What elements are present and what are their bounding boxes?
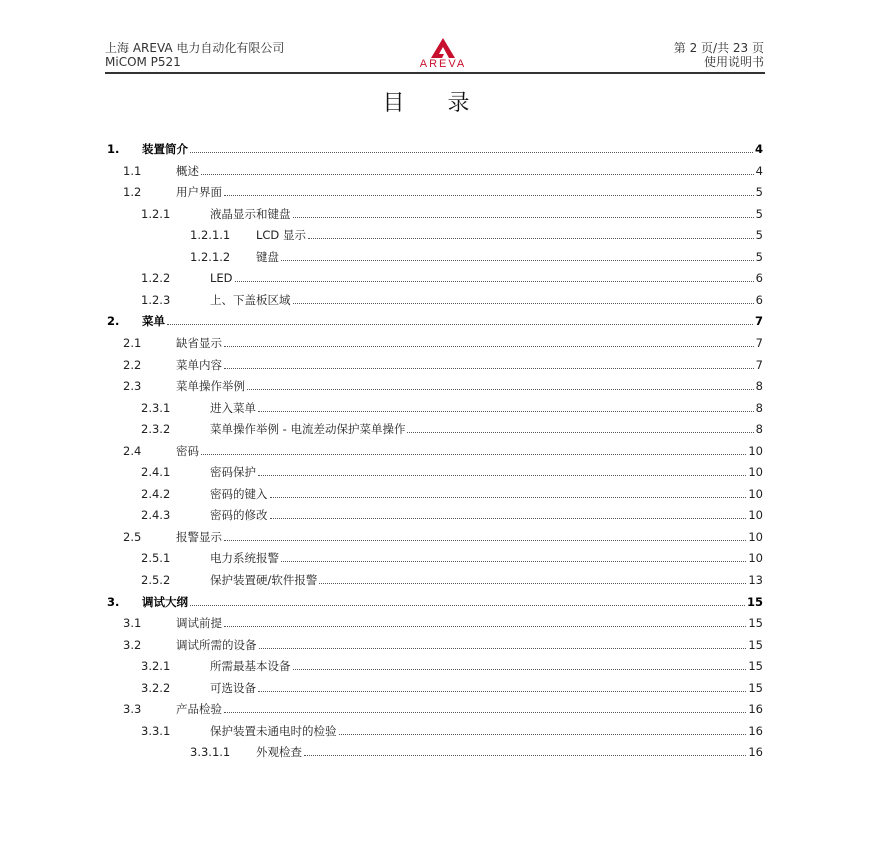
toc-number: 3.2 [123,637,142,652]
toc-title: 外观检查 [256,745,302,760]
toc-page: 16 [748,745,763,760]
toc-title: 密码的键入 [210,486,268,501]
toc-entry[interactable] [105,486,763,502]
toc-title: 密码保护 [210,465,256,480]
toc-line [210,292,763,308]
header-right [674,41,764,69]
toc-entry[interactable] [105,206,763,222]
toc-page: 6 [755,271,763,286]
toc-number: 2.2 [123,357,142,372]
toc-number: 1.1 [123,163,142,178]
toc-title: 电力系统报警 [210,551,279,566]
toc-page: 10 [748,443,763,458]
dot-leader [224,529,746,541]
product-name: MiCOM P521 [105,55,181,69]
toc-entry[interactable] [105,658,763,674]
dot-leader [270,486,747,498]
toc-number: 2.5.1 [141,551,171,566]
toc-page: 15 [748,616,763,631]
dot-leader [167,313,753,325]
toc-line [142,594,763,610]
toc-entry[interactable] [105,701,763,717]
dot-leader [190,594,745,606]
toc-title: LCD 显示 [256,228,306,243]
toc-page: 10 [748,465,763,480]
toc-line [256,249,763,265]
dot-leader [201,443,746,455]
toc-page: 5 [755,228,763,243]
dot-leader [258,400,754,412]
toc-title: 保护装置硬/软件报警 [210,573,318,587]
toc-title: 密码 [176,443,199,458]
dot-leader [293,206,754,218]
dot-leader [258,464,746,476]
toc-entry[interactable] [105,529,763,545]
toc-number: 2.3 [123,379,142,394]
toc-number: 2.5 [123,529,142,544]
toc-page: 13 [748,573,763,587]
toc-entry[interactable] [105,421,763,437]
toc-page: 10 [748,529,763,544]
toc-number: 1.2.1.1 [190,228,231,243]
company-name: 上海 AREVA 电力自动化有限公司 [105,41,285,55]
dot-leader [224,701,746,713]
toc-number: 3.3 [123,702,142,717]
toc-page: 7 [755,335,763,350]
toc-entry[interactable] [105,227,763,243]
toc-number: 1.2.1 [141,206,171,221]
toc-line [210,572,763,588]
toc-page: 10 [748,508,763,523]
toc-line [256,744,763,760]
toc-page: 15 [748,637,763,652]
dot-leader [224,184,754,196]
toc-line [176,184,763,200]
toc-number: 3.3.1.1 [190,745,231,760]
toc-entry[interactable] [105,335,763,351]
dot-leader [259,637,747,649]
toc-number: 1. [107,142,120,156]
toc-line [142,141,763,157]
areva-a-icon [431,38,455,58]
toc-number: 3.2.1 [141,659,171,674]
toc-page: 10 [748,486,763,501]
toc-number: 2.4 [123,443,142,458]
toc-title: 菜单内容 [176,357,222,372]
header-rule [105,72,765,74]
toc-line [176,443,763,459]
dot-leader [247,378,754,390]
toc-title: 菜单操作举例 [176,379,245,394]
toc-title: 调试前提 [176,616,222,631]
toc-title: 用户界面 [176,185,222,200]
toc-line [176,163,763,179]
toc-number: 2.3.1 [141,400,171,415]
toc-entry[interactable] [105,572,763,588]
page-title: 目 录 [382,91,488,116]
toc-title: LED [210,271,233,286]
toc-page: 15 [748,680,763,695]
toc-line [176,529,763,545]
toc-number: 1.2.3 [141,292,171,307]
toc-line [210,550,763,566]
toc-entry[interactable] [105,550,763,566]
toc-line [176,335,763,351]
toc-line [210,507,763,523]
toc-number: 2.5.2 [141,573,171,587]
toc-entry[interactable] [105,357,763,373]
dot-leader [190,141,753,153]
dot-leader [319,572,746,584]
toc-title: 键盘 [256,249,279,264]
toc-title: 缺省显示 [176,335,222,350]
toc-entry[interactable] [105,443,763,459]
toc-line [176,378,763,394]
toc-entry[interactable] [105,637,763,653]
doc-type: 使用说明书 [703,55,764,69]
toc-line [210,723,763,739]
toc-title: 上、下盖板区域 [210,292,291,307]
dot-leader [224,357,754,369]
toc-title: 保护装置未通电时的检验 [210,723,337,738]
toc-entry[interactable] [105,400,763,416]
toc-page: 4 [754,142,763,156]
toc-title: 调试大纲 [142,594,188,609]
toc-line [210,658,763,674]
toc-entry[interactable] [105,680,763,696]
toc-title: 报警显示 [176,529,222,544]
dot-leader [224,335,754,347]
toc-entry[interactable] [105,464,763,480]
toc-title: 进入菜单 [210,400,256,415]
toc-number: 1.2.1.2 [190,249,231,264]
toc-page: 16 [748,723,763,738]
toc-title: 密码的修改 [210,508,268,523]
toc-number: 3.3.1 [141,723,171,738]
toc-entry[interactable] [105,723,763,739]
toc-line [210,464,763,480]
toc-title: 装置简介 [142,142,188,156]
toc-title: 液晶显示和键盘 [210,206,291,221]
toc-page: 7 [755,357,763,372]
dot-leader [293,292,754,304]
toc-entry[interactable] [105,594,763,610]
toc-line [210,400,763,416]
logo-text: AREVA [419,58,467,70]
toc-number: 2. [107,314,120,329]
toc-entry[interactable] [105,744,763,760]
toc-entry[interactable] [105,249,763,265]
toc-number: 2.4.1 [141,465,171,480]
toc-page: 8 [755,400,763,415]
page-info: 第 2 页/共 23 页 [673,41,764,55]
toc-line [176,615,763,631]
toc-page: 6 [755,292,763,307]
toc-line [142,313,763,329]
toc-page: 7 [754,314,763,329]
toc-entry[interactable] [105,507,763,523]
dot-leader [339,723,747,735]
toc-line [176,701,763,717]
dot-leader [201,163,754,175]
toc-number: 1.2 [123,185,142,200]
toc-page: 8 [755,422,763,437]
toc-number: 3.1 [123,616,142,631]
toc-title: 调试所需的设备 [176,637,257,652]
toc-line [176,357,763,373]
toc-page: 5 [755,206,763,221]
toc-number: 3.2.2 [141,680,171,695]
toc-line [210,206,763,222]
dot-leader [224,615,746,627]
toc-entry[interactable] [105,378,763,394]
toc-entry[interactable] [105,292,763,308]
toc-page: 10 [748,551,763,566]
toc-number: 1.2.2 [141,271,171,286]
dot-leader [293,658,747,670]
toc-entry[interactable] [105,141,763,157]
dot-leader [304,744,746,756]
toc-title: 菜单 [142,314,165,329]
toc-entry[interactable] [105,270,763,286]
dot-leader [235,270,754,282]
toc-entry[interactable] [105,313,763,329]
toc-page: 5 [755,249,763,264]
dot-leader [258,680,746,692]
dot-leader [308,227,754,239]
toc-line [210,486,763,502]
toc-page: 16 [748,702,763,717]
toc-title: 可选设备 [210,680,256,695]
toc-number: 2.1 [123,335,142,350]
toc-page: 5 [755,185,763,200]
toc-page: 15 [746,594,763,609]
toc-line [210,421,763,437]
toc-line [210,270,763,286]
toc-line [176,637,763,653]
toc-page: 15 [748,659,763,674]
dot-leader [407,421,753,433]
toc-title: 概述 [176,163,199,178]
toc-entry[interactable] [105,184,763,200]
toc-title: 产品检验 [176,702,222,717]
header-left [105,41,284,69]
toc-entry[interactable] [105,615,763,631]
toc-number: 3. [107,594,120,609]
toc-page: 8 [755,379,763,394]
toc-page: 4 [755,163,763,178]
areva-logo [412,38,474,72]
toc-line [256,227,763,243]
toc-number: 2.4.2 [141,486,171,501]
toc-title: 所需最基本设备 [210,659,291,674]
toc-title: 菜单操作举例 - 电流差动保护菜单操作 [210,422,406,437]
toc-number: 2.3.2 [141,422,171,437]
dot-leader [270,507,747,519]
toc-entry[interactable] [105,163,763,179]
dot-leader [281,550,746,562]
toc-line [210,680,763,696]
toc-number: 2.4.3 [141,508,171,523]
dot-leader [281,249,754,261]
